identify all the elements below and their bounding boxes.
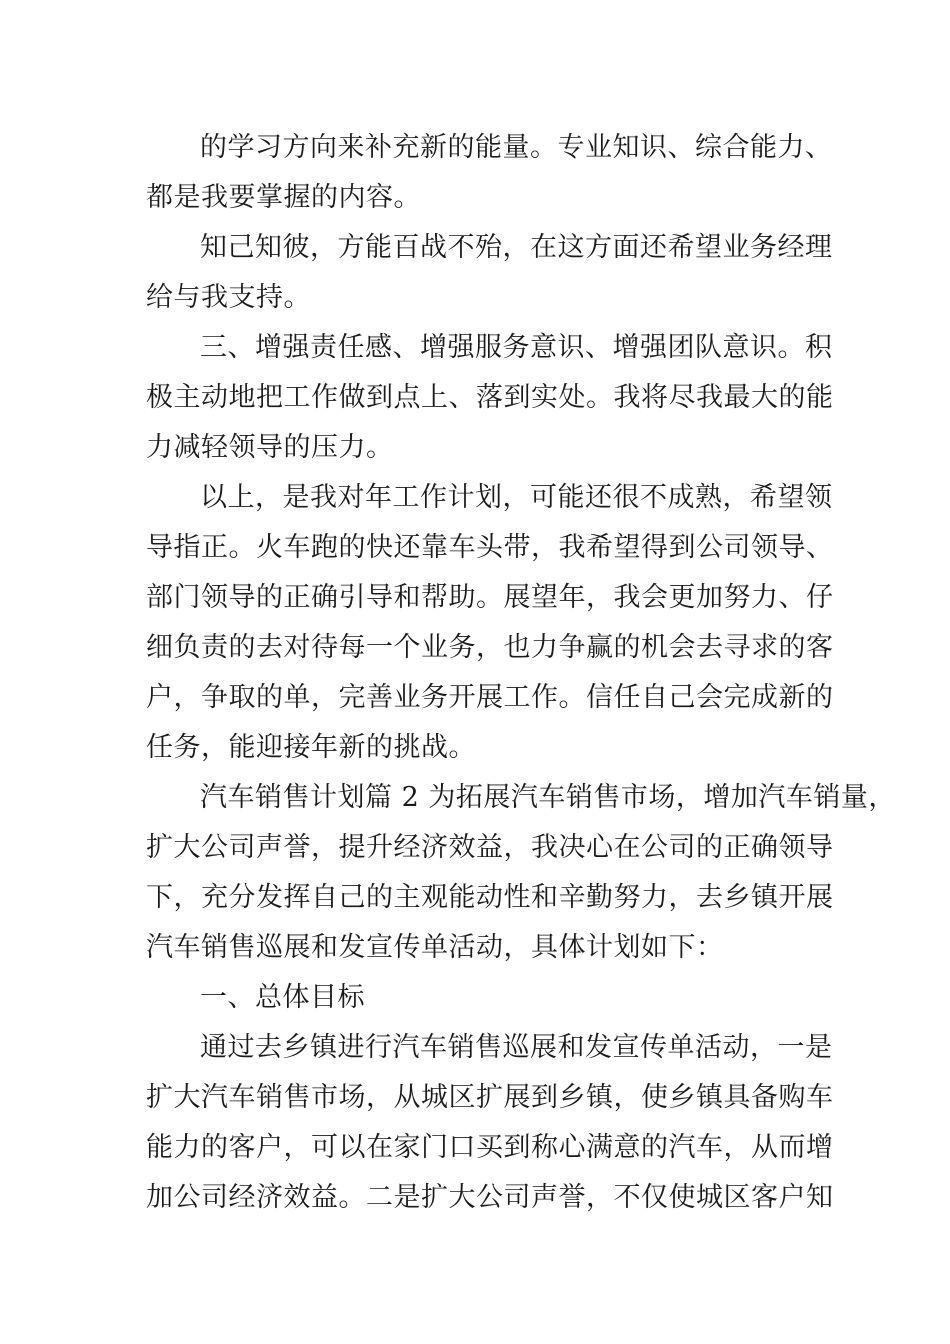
text-line: 加公司经济效益。二是扩大公司声誉，不仅使城区客户知	[146, 1182, 834, 1213]
text-line: 汽车销售巡展和发宣传单活动，具体计划如下：	[146, 932, 724, 963]
text-line: 细负责的去对待每一个业务，也力争赢的机会去寻求的客	[146, 632, 834, 663]
text-line: 以上，是我对年工作计划，可能还很不成熟，希望领	[200, 482, 833, 513]
document-body	[146, 123, 896, 1223]
text-line: 任务，能迎接年新的挑战。	[146, 732, 476, 763]
text-line: 导指正。火车跑的快还靠车头带，我希望得到公司领导、	[146, 532, 834, 563]
text-line: 户，争取的单，完善业务开展工作。信任自己会完成新的	[146, 682, 834, 713]
text-line: 一、总体目标	[200, 982, 365, 1013]
text-line: 都是我要掌握的内容。	[146, 182, 421, 213]
text-line: 扩大公司声誉，提升经济效益，我决心在公司的正确领导	[146, 832, 834, 863]
text-line: 给与我支持。	[146, 282, 311, 313]
text-line: 三、增强责任感、增强服务意识、增强团队意识。积	[200, 332, 833, 363]
text-line: 通过去乡镇进行汽车销售巡展和发宣传单活动，一是	[200, 1032, 833, 1063]
text-line: 知己知彼，方能百战不殆，在这方面还希望业务经理	[200, 232, 833, 263]
text-line: 力减轻领导的压力。	[146, 432, 394, 463]
text-line: 能力的客户，可以在家门口买到称心满意的汽车，从而增	[146, 1132, 834, 1163]
text-line: 部门领导的正确引导和帮助。展望年，我会更加努力、仔	[146, 582, 834, 613]
text-line: 下，充分发挥自己的主观能动性和辛勤努力，去乡镇开展	[146, 882, 834, 913]
text-line: 扩大汽车销售市场，从城区扩展到乡镇，使乡镇具备购车	[146, 1082, 834, 1113]
text-line: 的学习方向来补充新的能量。专业知识、综合能力、	[200, 132, 833, 163]
text-line: 极主动地把工作做到点上、落到实处。我将尽我最大的能	[146, 382, 834, 413]
text-line: 汽车销售计划篇 2 为拓展汽车销售市场，增加汽车销量，	[200, 782, 896, 813]
